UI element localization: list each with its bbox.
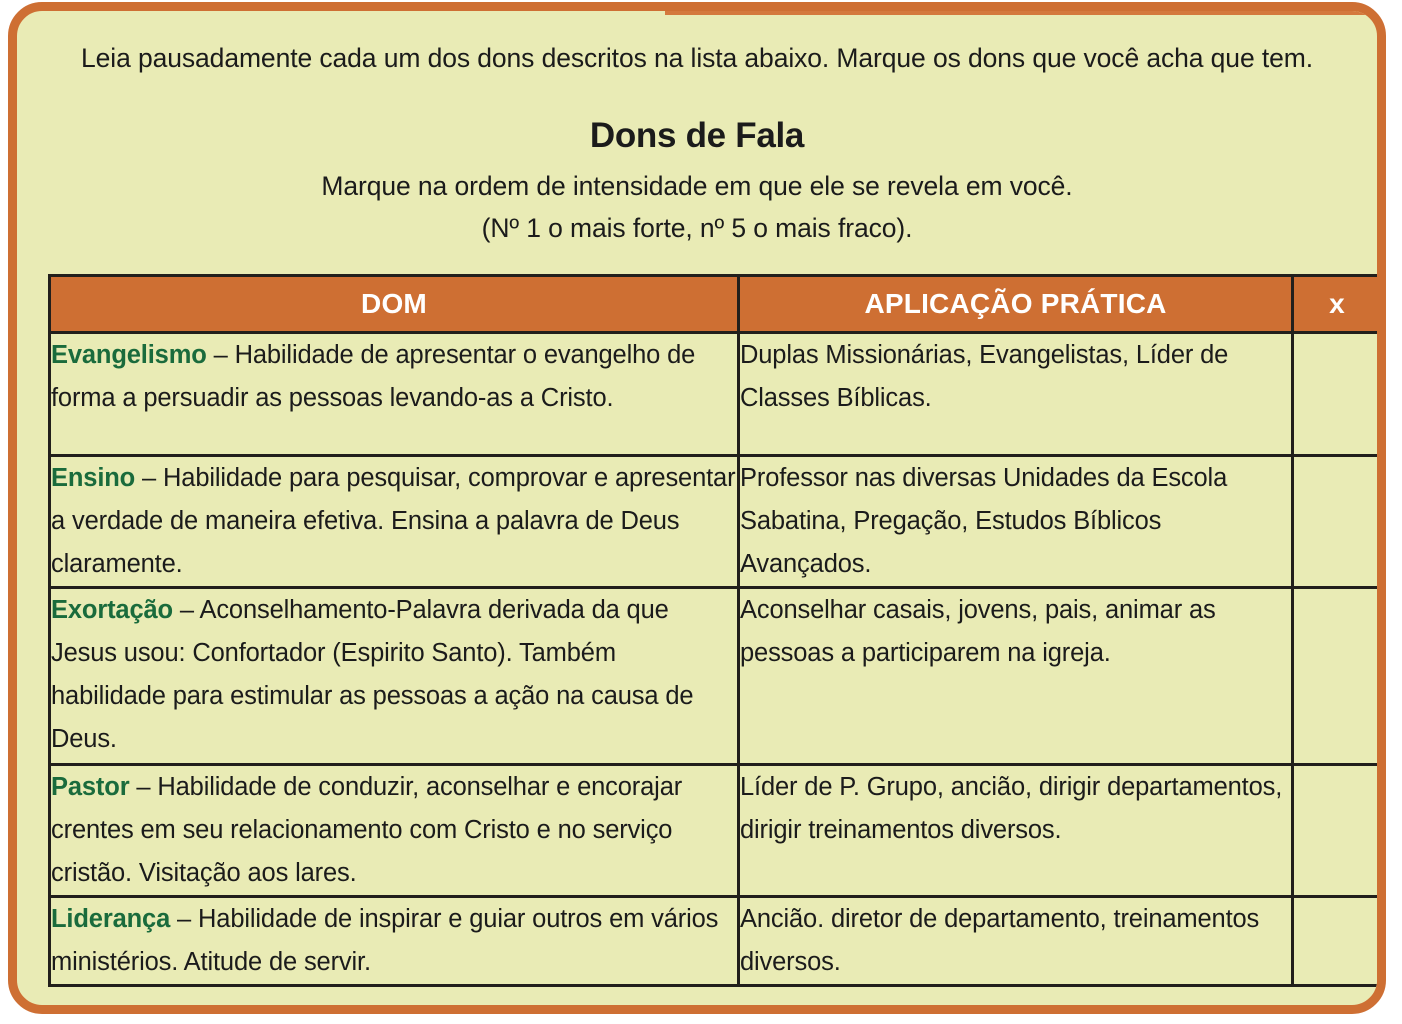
instruction-text: Leia pausadamente cada um dos dons descritos na lista abaixo. Marque os dons que você acha que tem. — [81, 43, 1313, 73]
gift-name: Liderança — [51, 905, 171, 933]
cell-aplicacao: Duplas Missionárias, Evangelistas, Líder de Classes Bíblicas. — [739, 333, 1293, 456]
page-title: Dons de Fala — [589, 116, 805, 155]
subtitle-order-instruction: Marque na ordem de intensidade em que ele se revela em você. — [321, 171, 1073, 201]
gift-name: Exortação — [51, 596, 173, 624]
cell-dom — [50, 456, 739, 588]
cell-aplicacao: Ancião. diretor de departamento, treinamentos diversos. — [739, 897, 1293, 986]
gift-separator: – — [135, 464, 164, 492]
cell-mark[interactable] — [1293, 588, 1382, 765]
subtitle-scale-note: (Nº 1 o mais forte, nº 5 o mais fraco). — [481, 213, 913, 243]
gift-name: Pastor — [51, 773, 130, 801]
cell-mark[interactable] — [1293, 333, 1382, 456]
gift-description: Habilidade de apresentar o evangelho de forma a persuadir as pessoas levando-as a Cristo. — [51, 341, 696, 412]
table-body — [50, 333, 1382, 986]
worksheet-card — [8, 2, 1386, 1014]
table-row — [50, 588, 1382, 765]
cell-dom — [50, 765, 739, 897]
gift-description: Aconselhamento-Palavra derivada da que Jesus usou: Confortador (Espirito Santo). Também habilidade para estimular as pessoas a ação na causa de Deus. — [51, 596, 694, 753]
gift-description: Habilidade de conduzir, aconselhar e encorajar crentes em seu relacionamento com Cristo e no serviço cristão. Visitação aos lares. — [51, 773, 683, 887]
cell-mark[interactable] — [1293, 765, 1382, 897]
cell-aplicacao: Professor nas diversas Unidades da Escola Sabatina, Pregação, Estudos Bíblicos Avançados. — [739, 456, 1293, 588]
gift-description: Habilidade para pesquisar, comprovar e apresentar a verdade de maneira efetiva. Ensina a palavra de Deus claramente. — [51, 464, 736, 578]
table-header — [50, 276, 1382, 333]
gifts-table — [48, 274, 1383, 987]
cell-mark[interactable] — [1293, 456, 1382, 588]
table-row — [50, 456, 1382, 588]
column-header-aplicacao-pratica: APLICAÇÃO PRÁTICA — [739, 276, 1293, 333]
gift-description: Habilidade de inspirar e guiar outros em vários ministérios. Atitude de servir. — [51, 905, 719, 976]
gift-separator: – — [206, 341, 235, 369]
cell-aplicacao: Aconselhar casais, jovens, pais, animar as pessoas a participarem na igreja. — [739, 588, 1293, 765]
gift-separator: – — [172, 596, 200, 624]
column-header-dom: DOM — [50, 276, 739, 333]
gift-name: Ensino — [51, 464, 136, 492]
table-row — [50, 333, 1382, 456]
gift-name: Evangelismo — [51, 341, 207, 369]
cell-aplicacao: Líder de P. Grupo, ancião, dirigir departamentos, dirigir treinamentos diversos. — [739, 765, 1293, 897]
table-row — [50, 897, 1382, 986]
gift-separator: – — [170, 905, 199, 933]
gift-separator: – — [129, 773, 158, 801]
column-header-mark: x — [1293, 276, 1382, 333]
cell-dom — [50, 333, 739, 456]
cell-dom — [50, 897, 739, 986]
table-header-row — [50, 276, 1382, 333]
top-border-notch — [665, 11, 1386, 15]
cell-mark[interactable] — [1293, 897, 1382, 986]
cell-dom — [50, 588, 739, 765]
table-row — [50, 765, 1382, 897]
